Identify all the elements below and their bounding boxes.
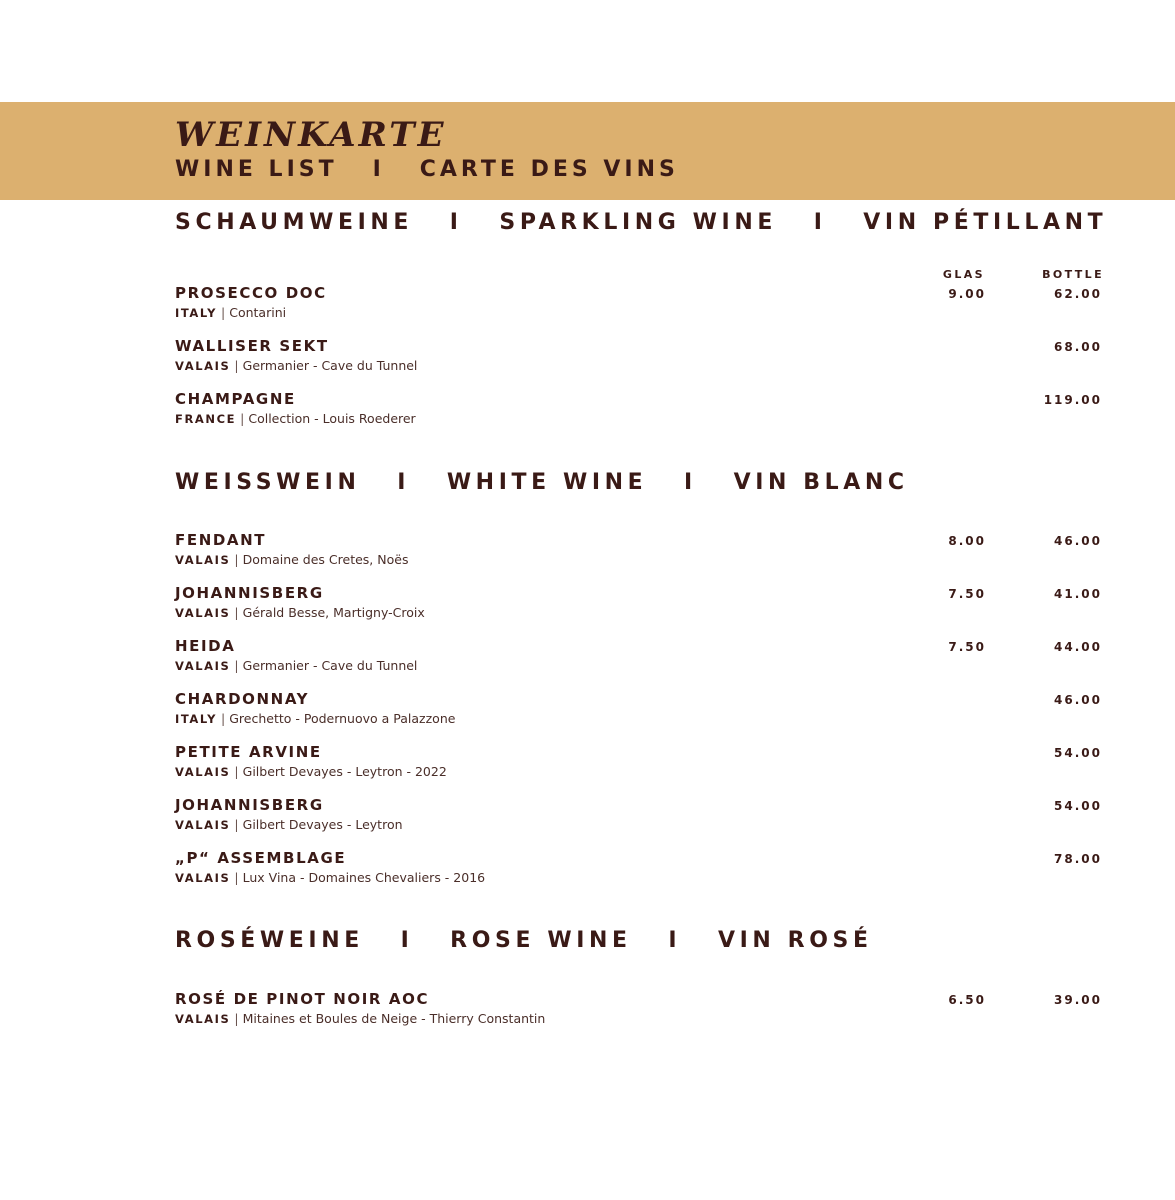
wine-name: JOHANNISBERG bbox=[175, 796, 324, 814]
wine-name: FENDANT bbox=[175, 531, 267, 549]
section-heading-rose: ROSÉWEINE I ROSE WINE I VIN ROSÉ bbox=[175, 928, 873, 953]
separator: | bbox=[234, 817, 239, 832]
wine-origin bbox=[175, 870, 485, 886]
wine-name: PETITE ARVINE bbox=[175, 743, 322, 761]
price-bottle: 119.00 bbox=[1043, 393, 1102, 407]
wine-region: VALAIS bbox=[175, 818, 231, 832]
wine-producer: Germanier - Cave du Tunnel bbox=[242, 658, 418, 673]
wine-item bbox=[175, 849, 1105, 893]
wine-item bbox=[175, 743, 1105, 787]
wine-item bbox=[175, 531, 1105, 575]
wine-producer: Domaine des Cretes, Noës bbox=[242, 552, 409, 567]
wine-item bbox=[175, 990, 1105, 1034]
wine-region: VALAIS bbox=[175, 765, 231, 779]
wine-producer: Mitaines et Boules de Neige - Thierry Constantin bbox=[242, 1011, 546, 1026]
wine-producer: Gérald Besse, Martigny-Croix bbox=[242, 605, 425, 620]
wine-origin bbox=[175, 605, 425, 621]
separator: | bbox=[234, 870, 239, 885]
wine-region: VALAIS bbox=[175, 871, 231, 885]
wine-item bbox=[175, 690, 1105, 734]
wine-origin bbox=[175, 711, 455, 727]
price-bottle: 78.00 bbox=[1054, 852, 1102, 866]
separator: | bbox=[234, 552, 239, 567]
separator: | bbox=[221, 711, 226, 726]
wine-producer: Gilbert Devayes - Leytron bbox=[242, 817, 403, 832]
wine-name: ROSÉ DE PINOT NOIR AOC bbox=[175, 990, 430, 1008]
wine-name: CHAMPAGNE bbox=[175, 390, 296, 408]
wine-item bbox=[175, 796, 1105, 840]
price-bottle: 54.00 bbox=[1054, 746, 1102, 760]
wine-item bbox=[175, 337, 1105, 381]
wine-origin bbox=[175, 764, 447, 780]
wine-name: JOHANNISBERG bbox=[175, 584, 324, 602]
wine-producer: Gilbert Devayes - Leytron - 2022 bbox=[242, 764, 447, 779]
page-subtitle: WINE LIST I CARTE DES VINS bbox=[175, 157, 679, 182]
wine-producer: Collection - Louis Roederer bbox=[248, 411, 416, 426]
price-glass: 7.50 bbox=[948, 640, 986, 654]
wine-producer: Germanier - Cave du Tunnel bbox=[242, 358, 418, 373]
separator: | bbox=[234, 658, 239, 673]
price-bottle: 62.00 bbox=[1054, 287, 1102, 301]
wine-item bbox=[175, 637, 1105, 681]
wine-region: ITALY bbox=[175, 712, 217, 726]
wine-origin bbox=[175, 411, 416, 427]
wine-origin bbox=[175, 305, 286, 321]
wine-producer: Grechetto - Podernuovo a Palazzone bbox=[229, 711, 456, 726]
wine-region: VALAIS bbox=[175, 1012, 231, 1026]
wine-region: VALAIS bbox=[175, 606, 231, 620]
wine-region: VALAIS bbox=[175, 553, 231, 567]
price-bottle: 41.00 bbox=[1054, 587, 1102, 601]
wine-origin bbox=[175, 658, 417, 674]
separator: | bbox=[234, 764, 239, 779]
column-header-glass: GLAS bbox=[942, 268, 985, 281]
wine-name: WALLISER SEKT bbox=[175, 337, 329, 355]
price-bottle: 46.00 bbox=[1054, 534, 1102, 548]
wine-item bbox=[175, 390, 1105, 434]
wine-item bbox=[175, 584, 1105, 628]
section-heading-white: WEISSWEIN I WHITE WINE I VIN BLANC bbox=[175, 470, 909, 495]
wine-region: VALAIS bbox=[175, 659, 231, 673]
wine-region: FRANCE bbox=[175, 412, 237, 426]
wine-origin bbox=[175, 1011, 545, 1027]
wine-name: PROSECCO DOC bbox=[175, 284, 327, 302]
wine-name: CHARDONNAY bbox=[175, 690, 310, 708]
separator: | bbox=[234, 358, 239, 373]
price-bottle: 68.00 bbox=[1054, 340, 1102, 354]
wine-item bbox=[175, 284, 1105, 328]
price-bottle: 39.00 bbox=[1054, 993, 1102, 1007]
wine-name: HEIDA bbox=[175, 637, 236, 655]
column-header-bottle: BOTTLE bbox=[1042, 268, 1104, 281]
price-bottle: 54.00 bbox=[1054, 799, 1102, 813]
wine-name: „P“ ASSEMBLAGE bbox=[175, 849, 347, 867]
wine-origin bbox=[175, 358, 417, 374]
separator: | bbox=[221, 305, 226, 320]
separator: | bbox=[240, 411, 245, 426]
price-glass: 8.00 bbox=[948, 534, 986, 548]
page-title: WEINKARTE bbox=[175, 115, 447, 155]
wine-origin bbox=[175, 552, 408, 568]
price-glass: 7.50 bbox=[948, 587, 986, 601]
price-glass: 9.00 bbox=[948, 287, 986, 301]
price-bottle: 46.00 bbox=[1054, 693, 1102, 707]
wine-region: VALAIS bbox=[175, 359, 231, 373]
wine-producer: Contarini bbox=[229, 305, 287, 320]
price-glass: 6.50 bbox=[948, 993, 986, 1007]
separator: | bbox=[234, 1011, 239, 1026]
wine-producer: Lux Vina - Domaines Chevaliers - 2016 bbox=[242, 870, 486, 885]
price-bottle: 44.00 bbox=[1054, 640, 1102, 654]
wine-origin bbox=[175, 817, 403, 833]
wine-region: ITALY bbox=[175, 306, 217, 320]
separator: | bbox=[234, 605, 239, 620]
section-heading-sparkling: SCHAUMWEINE I SPARKLING WINE I VIN PÉTILLANT bbox=[175, 210, 1108, 235]
